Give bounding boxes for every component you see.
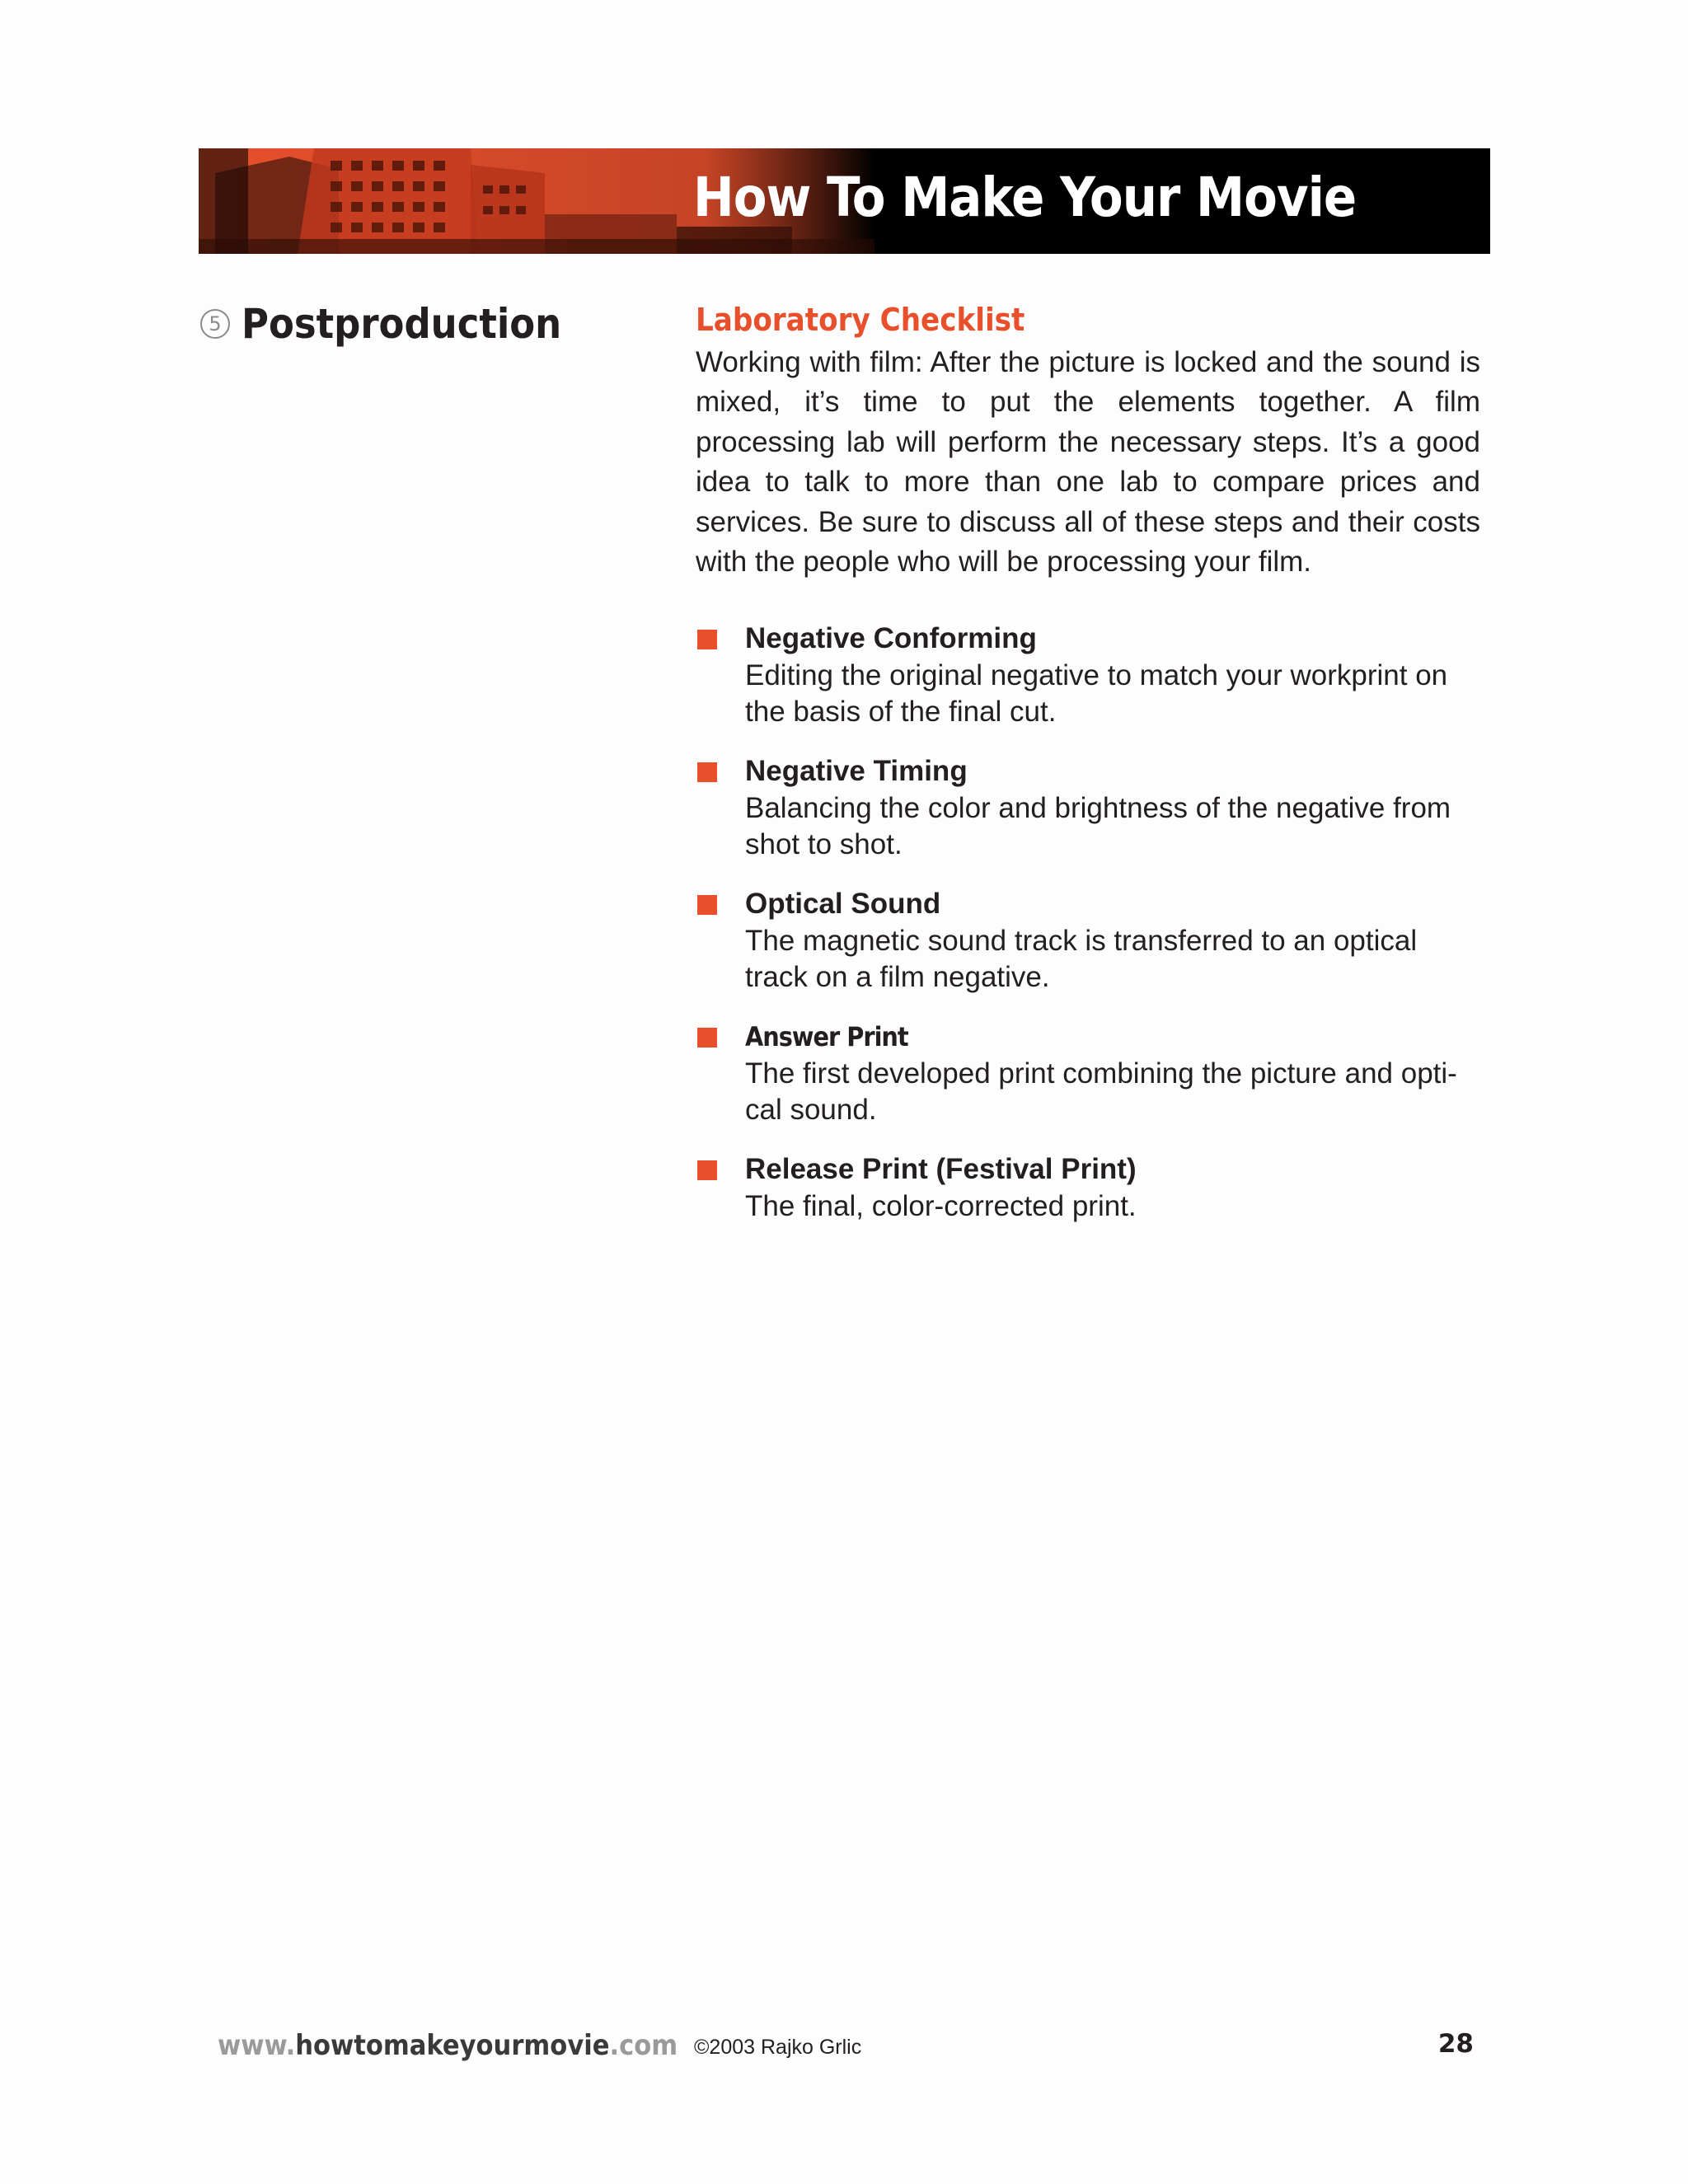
item-title: Release Print (Festival Print) <box>745 1152 1137 1185</box>
square-bullet-icon <box>697 1160 717 1180</box>
checklist-heading: Laboratory Checklist <box>696 302 1025 338</box>
item-title: Answer Print <box>745 1020 908 1052</box>
square-bullet-icon <box>697 1028 717 1047</box>
section-header <box>200 300 561 348</box>
square-bullet-icon <box>697 762 717 782</box>
section-title: Postproduction <box>241 300 562 348</box>
list-item <box>696 885 1480 996</box>
intro-paragraph: Working with film: After the picture is locked and the sound is mixed, it’s time to put the elements together. A film processing lab will perform the necessary steps. It’s a good idea to talk to more than one lab to compare prices and services. Be sure to discuss all of these steps and their costs with the people who will be processing your film. <box>696 345 1480 579</box>
list-item <box>696 620 1480 731</box>
checklist <box>696 620 1480 1226</box>
item-title: Optical Sound <box>745 887 941 920</box>
footer-website-link[interactable] <box>218 2029 678 2062</box>
list-item <box>696 1018 1480 1129</box>
url-domain: howtomakeyourmovie <box>295 2029 610 2062</box>
main-content <box>696 302 1480 1246</box>
header-banner <box>199 148 1490 254</box>
list-item <box>696 752 1480 864</box>
item-description: Editing the original negative to match your workprint on the basis of the final cut. <box>745 658 1448 729</box>
item-description: The final, color-corrected print. <box>745 1189 1137 1222</box>
square-bullet-icon <box>697 895 717 915</box>
item-title: Negative Timing <box>745 754 968 787</box>
section-number-badge: 5 <box>200 309 230 339</box>
copyright-notice: ©2003 Rajko Grlic <box>694 2036 862 2059</box>
item-description: The first developed print combining the picture and opti-cal sound. <box>745 1057 1457 1127</box>
url-suffix: .com <box>609 2029 678 2062</box>
page-number: 28 <box>1437 2029 1474 2059</box>
item-description: Balancing the color and brightness of the negative from shot to shot. <box>745 791 1451 861</box>
banner-title: How To Make Your Movie <box>693 166 1357 229</box>
url-prefix: www. <box>218 2029 296 2062</box>
square-bullet-icon <box>697 630 717 649</box>
list-item <box>696 1151 1480 1226</box>
item-description: The magnetic sound track is transferred to an optical track on a film negative. <box>745 924 1418 994</box>
item-title: Negative Conforming <box>745 621 1037 654</box>
